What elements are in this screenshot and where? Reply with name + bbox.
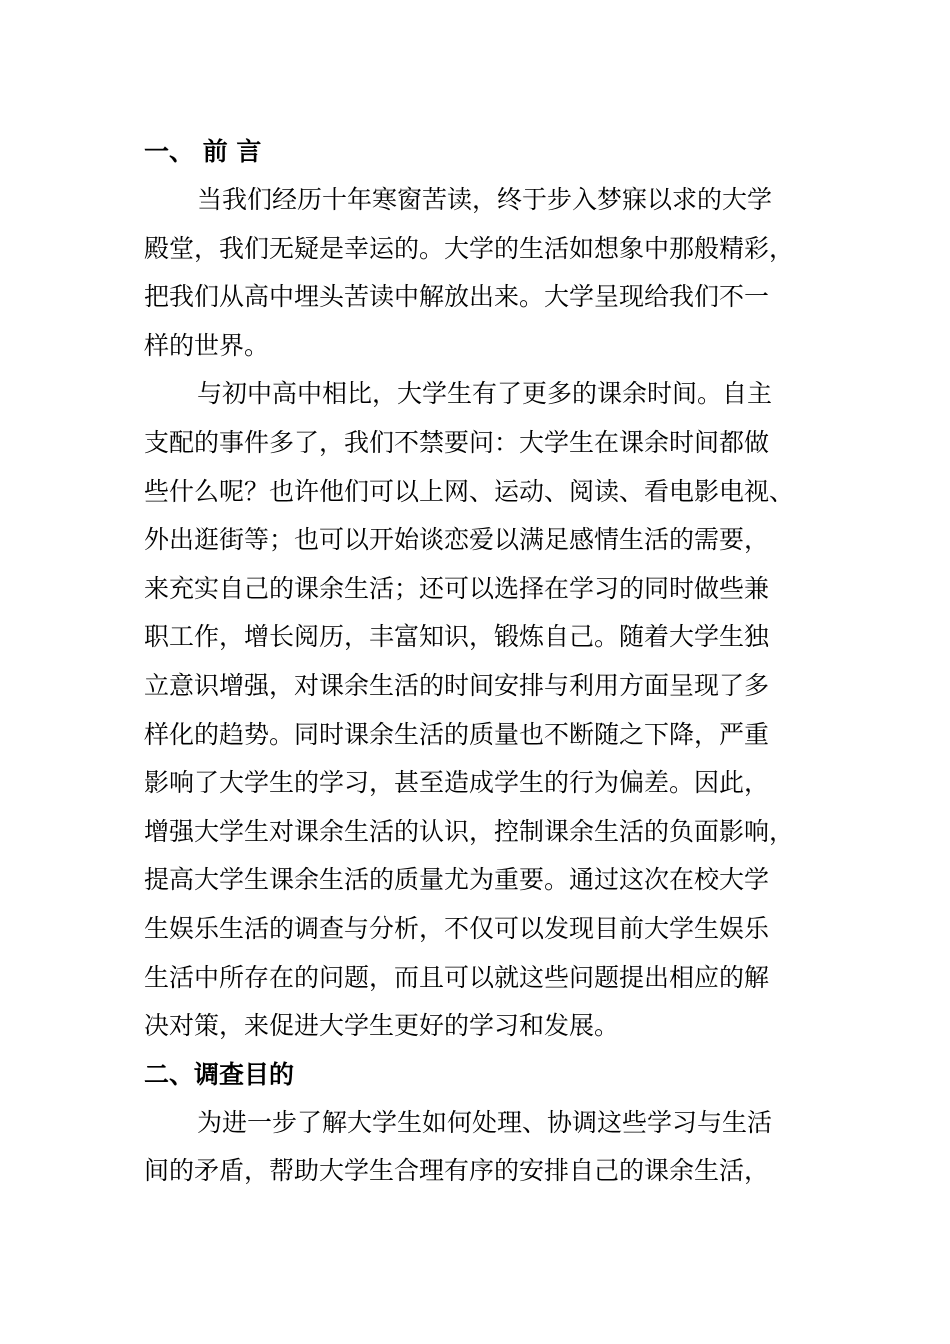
- text-line: 殿堂，我们无疑是幸运的。大学的生活如想象中那般精彩，: [144, 233, 795, 263]
- section-preface: [144, 128, 806, 1051]
- text-line: 间的矛盾，帮助大学生合理有序的安排自己的课余生活，: [144, 1156, 770, 1186]
- section-heading: 一、 前 言: [144, 137, 262, 166]
- text-line: 外出逛街等；也可以开始谈恋爱以满足感情生活的需要，: [144, 525, 770, 555]
- paragraph: [144, 176, 806, 370]
- text-line: 当我们经历十年寒窗苦读，终于步入梦寐以求的大学: [197, 185, 773, 214]
- text-line: 样的世界。: [144, 330, 270, 360]
- text-line: 样化的趋势。同时课余生活的质量也不断随之下降，严重: [144, 719, 770, 749]
- text-line: 为进一步了解大学生如何处理、协调这些学习与生活: [197, 1107, 773, 1137]
- section-heading: 二、调查目的: [144, 1059, 295, 1089]
- text-line: 增强大学生对课余生活的认识，控制课余生活的负面影响，: [144, 816, 795, 846]
- document-body: [144, 128, 806, 1196]
- text-line: 些什么呢？也许他们可以上网、运动、阅读、看电影电视、: [144, 476, 795, 506]
- text-line: 支配的事件多了，我们不禁要问：大学生在课余时间都做: [144, 427, 770, 457]
- text-line: 与初中高中相比，大学生有了更多的课余时间。自主: [197, 379, 773, 409]
- text-line: 把我们从高中埋头苦读中解放出来。大学呈现给我们不一: [144, 282, 770, 312]
- text-line: 生娱乐生活的调查与分析，不仅可以发现目前大学生娱乐: [144, 913, 770, 943]
- text-line: 生活中所存在的问题，而且可以就这些问题提出相应的解: [144, 962, 770, 992]
- text-line: 影响了大学生的学习，甚至造成学生的行为偏差。因此，: [144, 768, 770, 798]
- text-line: 立意识增强，对课余生活的时间安排与利用方面呈现了多: [144, 670, 770, 700]
- paragraph: [144, 1099, 806, 1196]
- paragraph: [144, 370, 806, 1050]
- text-line: 决对策，来促进大学生更好的学习和发展。: [144, 1011, 620, 1041]
- section-survey-purpose: [144, 1051, 806, 1196]
- text-line: 职工作，增长阅历，丰富知识，锻炼自己。随着大学生独: [144, 622, 770, 652]
- text-line: 来充实自己的课余生活；还可以选择在学习的同时做些兼: [144, 573, 770, 603]
- text-line: 提高大学生课余生活的质量尤为重要。通过这次在校大学: [144, 865, 770, 895]
